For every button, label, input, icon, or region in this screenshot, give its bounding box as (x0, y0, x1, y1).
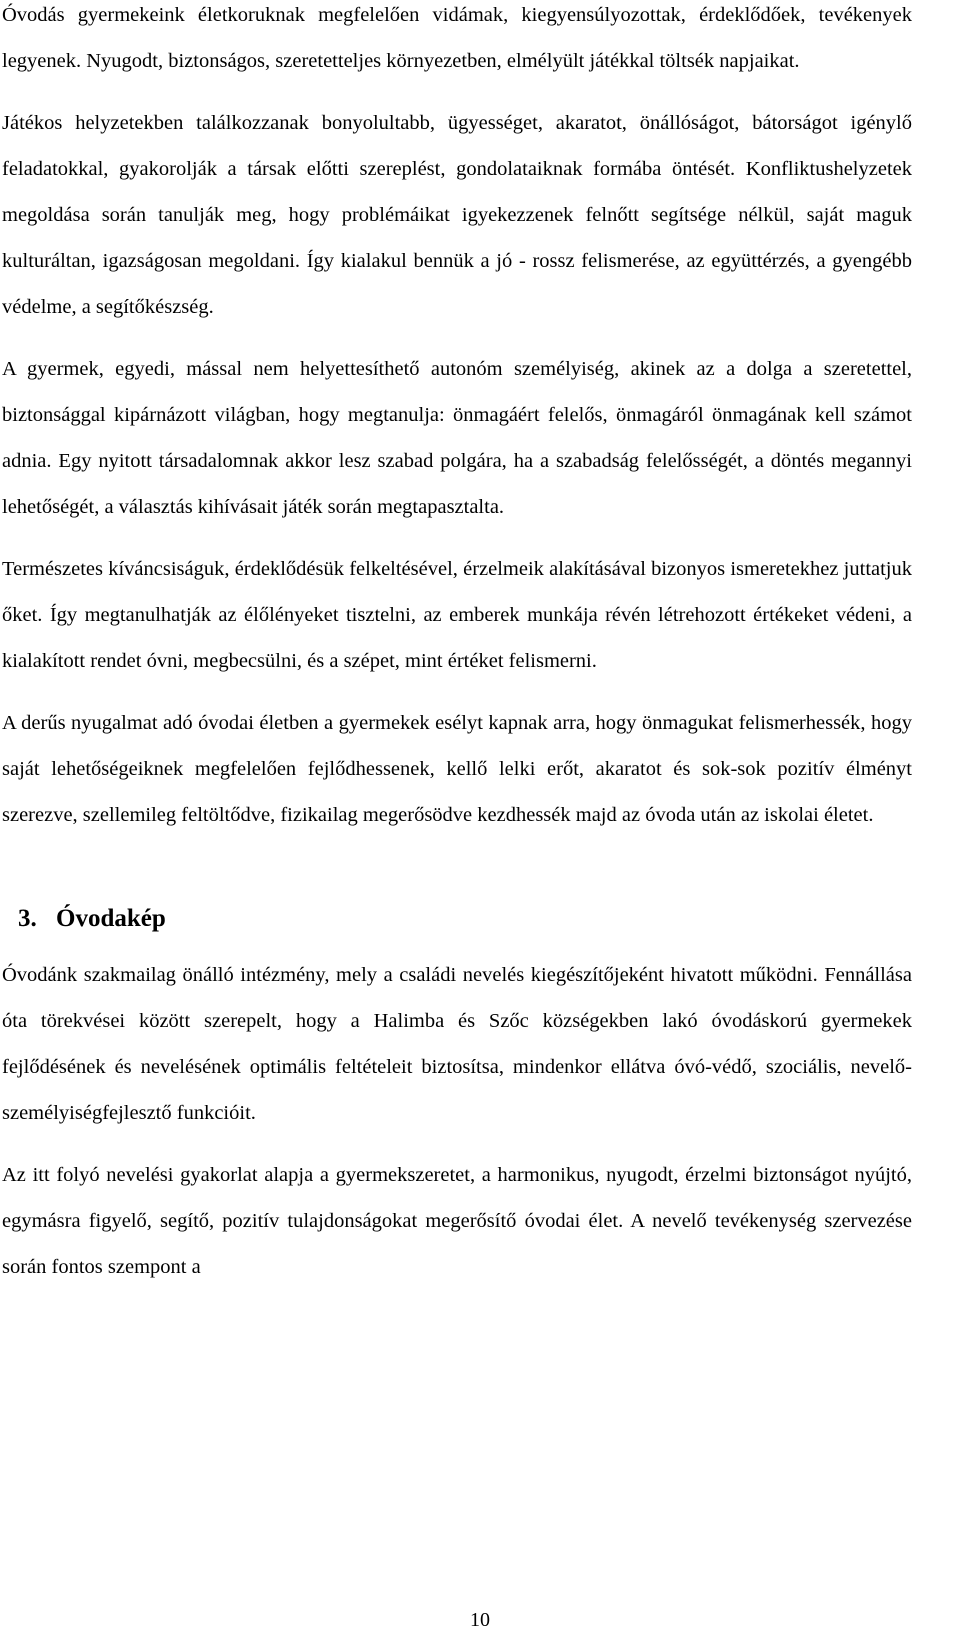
paragraph: Természetes kíváncsiságuk, érdeklődésük felkeltésével, érzelmeik alakításával bizonyos ismeretekhez juttatjuk őket. Így megtanulhatják az élőlényeket tisztelni, az emberek munkája révén létrehozott értékeket védeni, a kialakított rendet óvni, megbecsülni, és a szépet, mint értéket felismerni. (2, 558, 912, 672)
page-content (2, 0, 912, 1290)
paragraph: Óvodánk szakmailag önálló intézmény, mely a családi nevelés kiegészítőjeként hivatott működni. Fennállása óta törekvései között szerepelt, hogy a Halimba és Szőc községekben lakó óvodáskorú gyermekek fejlődésének és nevelésének optimális feltételeit biztosítsa, mindenkor ellátva óvó-védő, szociális, nevelő-személyiségfejlesztő funkcióit. (2, 964, 912, 1124)
paragraph: A gyermek, egyedi, mással nem helyettesíthető autonóm személyiség, akinek az a dolga a szeretettel, biztonsággal kipárnázott világban, hogy megtanulja: önmagáért felelős, önmagáról önmagának kell számot adnia. Egy nyitott társadalomnak akkor lesz szabad polgára, ha a szabadság felelősségét, a döntés megannyi lehetőségét, a választás kihívásait játék során megtapasztalta. (2, 358, 912, 518)
paragraph: Az itt folyó nevelési gyakorlat alapja a gyermekszeretet, a harmonikus, nyugodt, érzelmi biztonságot nyújtó, egymásra figyelő, segítő, pozitív tulajdonságokat megerősítő óvodai élet. A nevelő tevékenység szervezése során fontos szempont a (2, 1164, 912, 1278)
section-title: Óvodakép (56, 905, 166, 932)
section-number: 3. (18, 905, 37, 932)
paragraph: A derűs nyugalmat adó óvodai életben a gyermekek esélyt kapnak arra, hogy önmagukat felismerhessék, hogy saját lehetőségeiknek megfelelően fejlődhessenek, kellő lelki erőt, akaratot és sok-sok pozitív élményt szerezve, szellemileg feltöltődve, fizikailag megerősödve kezdhessék majd az óvoda után az iskolai életet. (2, 712, 912, 826)
paragraph: Játékos helyzetekben találkozzanak bonyolultabb, ügyességet, akaratot, önállóságot, bátorságot igénylő feladatokkal, gyakorolják a társak előtti szereplést, gondolataiknak formába öntését. Konfliktushelyzetek megoldása során tanulják meg, hogy problémáikat igyekezzenek felnőtt segítsége nélkül, saját maguk kulturáltan, igazságosan megoldani. Így kialakul bennük a jó - rossz felismerése, az együttérzés, a gyengébb védelme, a segítőkészség. (2, 112, 912, 318)
paragraph: Óvodás gyermekeink életkoruknak megfelelően vidámak, kiegyensúlyozottak, érdeklődőek, tevékenyek legyenek. Nyugodt, biztonságos, szeretetteljes környezetben, elmélyült játékkal töltsék napjaikat. (2, 4, 912, 72)
section-heading (18, 896, 912, 942)
page-number: 10 (470, 1609, 490, 1631)
